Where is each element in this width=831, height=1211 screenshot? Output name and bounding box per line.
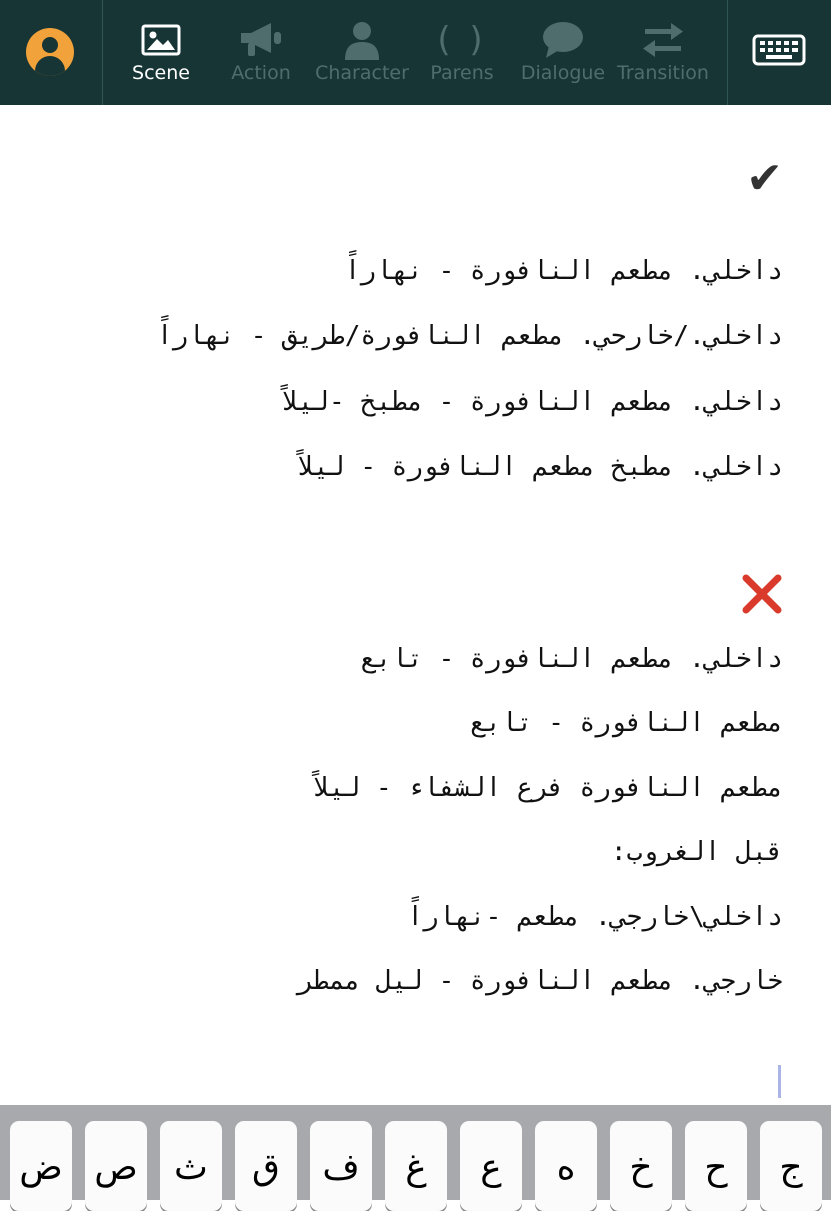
formatting-toolbar [0,0,831,105]
keyboard-key[interactable] [385,1121,447,1211]
toolbar-divider [727,0,728,105]
keyboard-key[interactable] [535,1121,597,1211]
parens-tool-label: Parens [430,62,494,84]
key-label: ص [94,1147,138,1188]
character-tool-button[interactable] [312,0,412,105]
key-label: ه [556,1147,576,1188]
incorrect-scene-heading[interactable]: داخلي\خارجي. مطعم -نهاراً [407,902,783,932]
toolbar-divider [102,0,103,105]
screenplay-editor[interactable] [0,105,831,1105]
incorrect-scene-heading[interactable]: داخلي. مطعم النافورة - تابع [360,644,783,674]
keyboard-key[interactable] [85,1121,147,1211]
cross-mark-icon [741,573,783,615]
user-avatar-icon[interactable] [26,28,74,76]
keyboard-key[interactable] [685,1121,747,1211]
dialogue-tool-button[interactable] [513,0,613,105]
keyboard-key[interactable] [310,1121,372,1211]
key-label: ض [19,1147,63,1188]
keyboard-key[interactable] [160,1121,222,1211]
keyboard-key[interactable] [760,1121,822,1211]
correct-scene-heading[interactable]: داخلي. مطعم النافورة - نهاراً [344,256,783,286]
key-label: غ [405,1147,427,1188]
key-label: خ [629,1147,653,1188]
onscreen-keyboard [0,1105,831,1200]
incorrect-scene-heading[interactable]: مطعم النافورة فرع الشفاء - ليلاً [313,773,783,803]
key-label: ف [322,1147,360,1188]
character-tool-label: Character [315,62,409,84]
correct-scene-heading[interactable]: داخلي. مطبخ مطعم النافورة - ليلاً [297,452,783,482]
key-label: ج [779,1147,803,1188]
incorrect-scene-heading[interactable]: خارجي. مطعم النافورة - ليل ممطر [297,966,783,996]
text-cursor [778,1065,781,1098]
correct-scene-heading[interactable]: داخلي./خارحي. مطعم النافورة/طريق - نهاراً [156,321,783,351]
speech-bubble-icon [541,20,585,60]
keyboard-key[interactable] [460,1121,522,1211]
key-label: ق [252,1147,280,1188]
transition-tool-label: Transition [617,62,709,84]
parens-tool-button[interactable] [412,0,512,105]
keyboard-key[interactable] [610,1121,672,1211]
parens-icon: ( ) [437,20,487,60]
swap-arrows-icon [641,22,685,58]
person-icon [342,20,382,60]
keyboard-key[interactable] [10,1121,72,1211]
key-label: ث [174,1147,208,1188]
transition-tool-button[interactable] [613,0,713,105]
check-mark-icon: ✔ [746,153,783,204]
keyboard-toggle-button[interactable] [752,30,806,70]
key-label: ح [704,1147,728,1188]
keyboard-key[interactable] [235,1121,297,1211]
correct-scene-heading[interactable]: داخلي. مطعم النافورة - مطبخ -ليلاً [282,387,783,417]
dialogue-tool-label: Dialogue [520,62,606,84]
action-tool-button[interactable] [211,0,311,105]
action-tool-label: Action [231,62,291,84]
keyboard-icon [752,30,806,70]
incorrect-scene-heading[interactable]: قبل الغروب: [610,837,783,867]
scene-tool-label: Scene [132,62,190,84]
key-label: ع [480,1147,502,1188]
image-icon [141,24,181,56]
megaphone-icon [237,20,285,60]
scene-tool-button[interactable] [111,0,211,105]
incorrect-scene-heading[interactable]: مطعم النافورة - تابع [469,708,783,738]
